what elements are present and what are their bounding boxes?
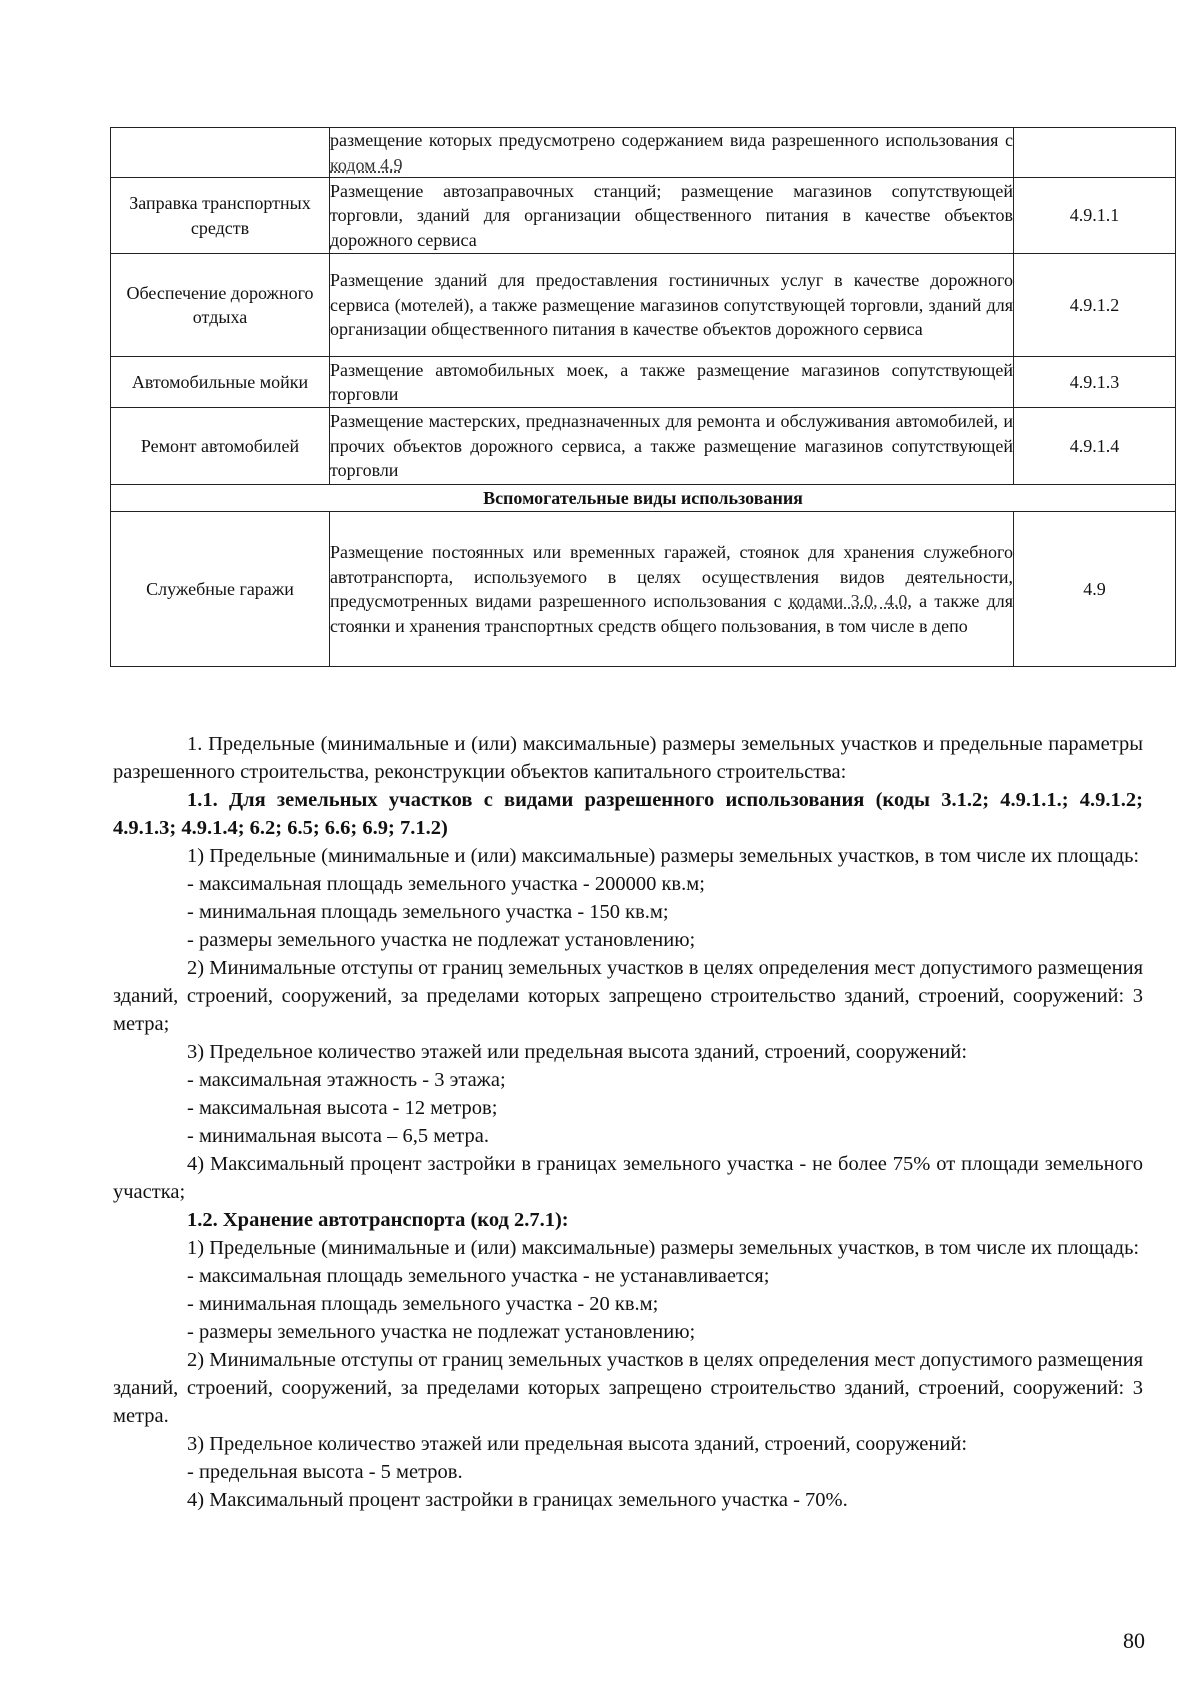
paragraph: - максимальная площадь земельного участка - 200000 кв.м; bbox=[187, 873, 705, 895]
use-description-cell bbox=[330, 128, 1014, 178]
use-code-cell: 4.9.1.2 bbox=[1014, 254, 1176, 357]
paragraph: - максимальная площадь земельного участка - не устанавливается; bbox=[187, 1265, 770, 1287]
use-description-cell: Размещение автозаправочных станций; размещение магазинов сопутствующей торговли, зданий для организации общественного питания в качестве объектов дорожного сервиса bbox=[330, 178, 1014, 254]
paragraph: 1) Предельные (минимальные и (или) максимальные) размеры земельных участков, в том числе их площадь: bbox=[187, 1237, 1140, 1259]
paragraph: - максимальная этажность - 3 этажа; bbox=[187, 1069, 506, 1091]
use-name-cell: Заправка транспортных средств bbox=[111, 178, 330, 254]
use-code-cell: 4.9.1.3 bbox=[1014, 357, 1176, 408]
use-code-cell: 4.9.1.1 bbox=[1014, 178, 1176, 254]
land-use-table bbox=[110, 127, 1176, 667]
description-text-tail: , а также для стоянки и хранения транспортных средств общего пользования, в том числе в депо bbox=[330, 591, 1014, 636]
paragraph: 2) Минимальные отступы от границ земельных участков в целях определения мест допустимого размещения зданий, строений, сооружений, за пределами которых запрещено строительство зданий, строений, сооружений: 3 метра. bbox=[113, 1349, 1143, 1427]
section-header: Вспомогательные виды использования bbox=[111, 485, 1176, 512]
description-text: Размещение постоянных или временных гаражей, стоянок для хранения служебного автотранспорта, используемого в целях осуществления видов деятельности, предусмотренных видами разрешенного использования с bbox=[330, 542, 1013, 611]
use-code-cell bbox=[1014, 128, 1176, 178]
regulations-text bbox=[113, 730, 1143, 1514]
paragraph: 4) Максимальный процент застройки в границах земельного участка - не более 75% от площади земельного участка; bbox=[113, 1153, 1143, 1203]
paragraph: - размеры земельного участка не подлежат установлению; bbox=[187, 929, 696, 951]
table-row bbox=[111, 128, 1176, 178]
table-row bbox=[111, 254, 1176, 357]
paragraph: - предельная высота - 5 метров. bbox=[187, 1461, 463, 1483]
paragraph: - размеры земельного участка не подлежат установлению; bbox=[187, 1321, 696, 1343]
use-code-cell: 4.9.1.4 bbox=[1014, 408, 1176, 485]
paragraph: 1) Предельные (минимальные и (или) максимальные) размеры земельных участков, в том числе их площадь: bbox=[187, 845, 1140, 867]
code-reference-link[interactable]: кодом 4.9 bbox=[330, 154, 403, 175]
use-description-cell: Размещение мастерских, предназначенных для ремонта и обслуживания автомобилей, и прочих объектов дорожного сервиса, а также размещение магазинов сопутствующей торговли bbox=[330, 408, 1014, 485]
description-text: размещение которых предусмотрено содержанием вида разрешенного использования с bbox=[330, 130, 1013, 150]
table-row bbox=[111, 357, 1176, 408]
paragraph: 1.1. Для земельных участков с видами разрешенного использования (коды 3.1.2; 4.9.1.1.; 4.9.1.2; 4.9.1.3; 4.9.1.4; 6.2; 6.5; 6.6; 6.9; 7.1.2) bbox=[113, 789, 1143, 839]
code-reference-link[interactable]: кодами 3.0, 4.0 bbox=[788, 591, 908, 611]
section-header-row bbox=[111, 485, 1176, 512]
paragraph: - минимальная площадь земельного участка - 20 кв.м; bbox=[187, 1293, 659, 1315]
use-description-cell: Размещение автомобильных моек, а также размещение магазинов сопутствующей торговли bbox=[330, 357, 1014, 408]
use-name-cell: Служебные гаражи bbox=[111, 512, 330, 667]
use-name-cell: Обеспечение дорожного отдыха bbox=[111, 254, 330, 357]
use-description-cell bbox=[330, 512, 1014, 667]
table-row bbox=[111, 408, 1176, 485]
paragraph: 3) Предельное количество этажей или предельная высота зданий, строений, сооружений: bbox=[187, 1041, 968, 1063]
table-row bbox=[111, 178, 1176, 254]
paragraph: 3) Предельное количество этажей или предельная высота зданий, строений, сооружений: bbox=[187, 1433, 968, 1455]
use-description-cell: Размещение зданий для предоставления гостиничных услуг в качестве дорожного сервиса (мотелей), а также размещение магазинов сопутствующей торговли, зданий для организации общественного питания в качестве объектов дорожного сервиса bbox=[330, 254, 1014, 357]
paragraph: 1. Предельные (минимальные и (или) максимальные) размеры земельных участков и предельные параметры разрешенного строительства, реконструкции объектов капитального строительства: bbox=[113, 733, 1143, 783]
page-number: 80 bbox=[1123, 1628, 1145, 1653]
use-name-cell: Ремонт автомобилей bbox=[111, 408, 330, 485]
use-name-cell bbox=[111, 128, 330, 178]
use-name-cell: Автомобильные мойки bbox=[111, 357, 330, 408]
paragraph: 4) Максимальный процент застройки в границах земельного участка - 70%. bbox=[187, 1489, 848, 1511]
paragraph: 2) Минимальные отступы от границ земельных участков в целях определения мест допустимого размещения зданий, строений, сооружений, за пределами которых запрещено строительство зданий, строений, сооружений: 3 метра; bbox=[113, 957, 1143, 1035]
table-row bbox=[111, 512, 1176, 667]
paragraph: - минимальная высота – 6,5 метра. bbox=[187, 1125, 489, 1147]
paragraph: 1.2. Хранение автотранспорта (код 2.7.1): bbox=[187, 1209, 569, 1231]
paragraph: - максимальная высота - 12 метров; bbox=[187, 1097, 498, 1119]
use-code-cell: 4.9 bbox=[1014, 512, 1176, 667]
paragraph: - минимальная площадь земельного участка - 150 кв.м; bbox=[187, 901, 669, 923]
